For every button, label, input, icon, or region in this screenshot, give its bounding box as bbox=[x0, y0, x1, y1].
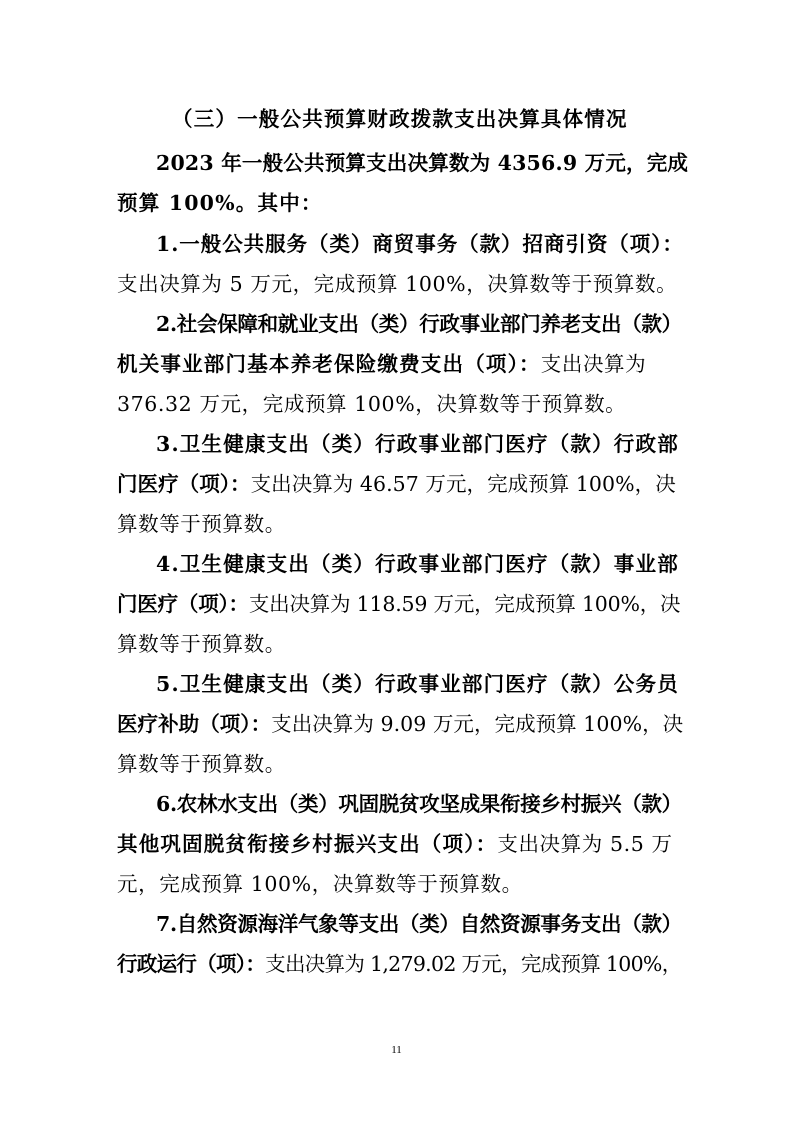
item-2-title-tail: 机关事业部门基本养老保险缴费支出（项）： bbox=[117, 352, 541, 376]
item-6-detail-first: 支出决算为 5.5 万 bbox=[497, 832, 673, 856]
item-3-title: 3.卫生健康支出（类）行政事业部门医疗（款）行政部 bbox=[156, 432, 679, 456]
item-4-detail-first: 支出决算为 118.59 万元，完成预算 100%，决 bbox=[248, 592, 681, 616]
item-5-title-tail: 医疗补助（项）： bbox=[117, 712, 272, 736]
item-5-detail-first: 支出决算为 9.09 万元，完成预算 100%，决 bbox=[271, 712, 684, 736]
item-5-line-2 bbox=[117, 712, 683, 736]
intro-line-2: 预算 100%。其中： bbox=[117, 191, 323, 215]
item-2-title: 2.社会保障和就业支出（类）行政事业部门养老支出（款） bbox=[156, 312, 682, 336]
item-6-title: 6.农林水支出（类）巩固脱贫攻坚成果衔接乡村振兴（款） bbox=[156, 792, 682, 816]
item-1-title: 1.一般公共服务（类）商贸事务（款）招商引资（项）： bbox=[156, 232, 684, 256]
item-3-detail-first: 支出决算为 46.57 万元，完成预算 100%，决 bbox=[250, 472, 676, 496]
item-6-line-2 bbox=[117, 832, 673, 856]
item-1-detail: 支出决算为 5 万元，完成预算 100%，决算数等于预算数。 bbox=[117, 272, 678, 296]
item-4-line-2 bbox=[117, 592, 680, 616]
item-2-line-2 bbox=[117, 352, 646, 376]
item-4-title-tail: 门医疗（项）： bbox=[117, 592, 249, 616]
item-3-title-tail: 门医疗（项）： bbox=[117, 472, 251, 496]
item-6-detail: 元，完成预算 100%，决算数等于预算数。 bbox=[117, 872, 523, 896]
item-6-title-tail: 其他巩固脱贫衔接乡村振兴支出（项）： bbox=[117, 832, 498, 856]
item-2-detail-first: 支出决算为 bbox=[540, 352, 647, 376]
item-4-detail: 算数等于预算数。 bbox=[117, 632, 286, 656]
item-3-line-2 bbox=[117, 472, 676, 496]
item-5-detail: 算数等于预算数。 bbox=[117, 752, 286, 776]
item-7-title: 7.自然资源海洋气象等支出（类）自然资源事务支出（款） bbox=[156, 912, 682, 936]
item-3-detail: 算数等于预算数。 bbox=[117, 512, 286, 536]
item-4-title: 4.卫生健康支出（类）行政事业部门医疗（款）事业部 bbox=[156, 552, 679, 576]
page-number: 11 bbox=[391, 1044, 402, 1056]
section-heading: （三）一般公共预算财政拨款支出决算具体情况 bbox=[172, 107, 628, 131]
item-7-title-tail: 行政运行（项）： bbox=[117, 952, 266, 976]
item-7-line-2 bbox=[117, 952, 682, 976]
item-7-detail-first: 支出决算为 1,279.02 万元，完成预算 100%， bbox=[265, 952, 682, 976]
intro-line-1: 2023 年一般公共预算支出决算数为 4356.9 万元，完成 bbox=[156, 151, 689, 175]
item-2-detail: 376.32 万元，完成预算 100%，决算数等于预算数。 bbox=[117, 392, 627, 416]
item-5-title: 5.卫生健康支出（类）行政事业部门医疗（款）公务员 bbox=[156, 672, 679, 696]
